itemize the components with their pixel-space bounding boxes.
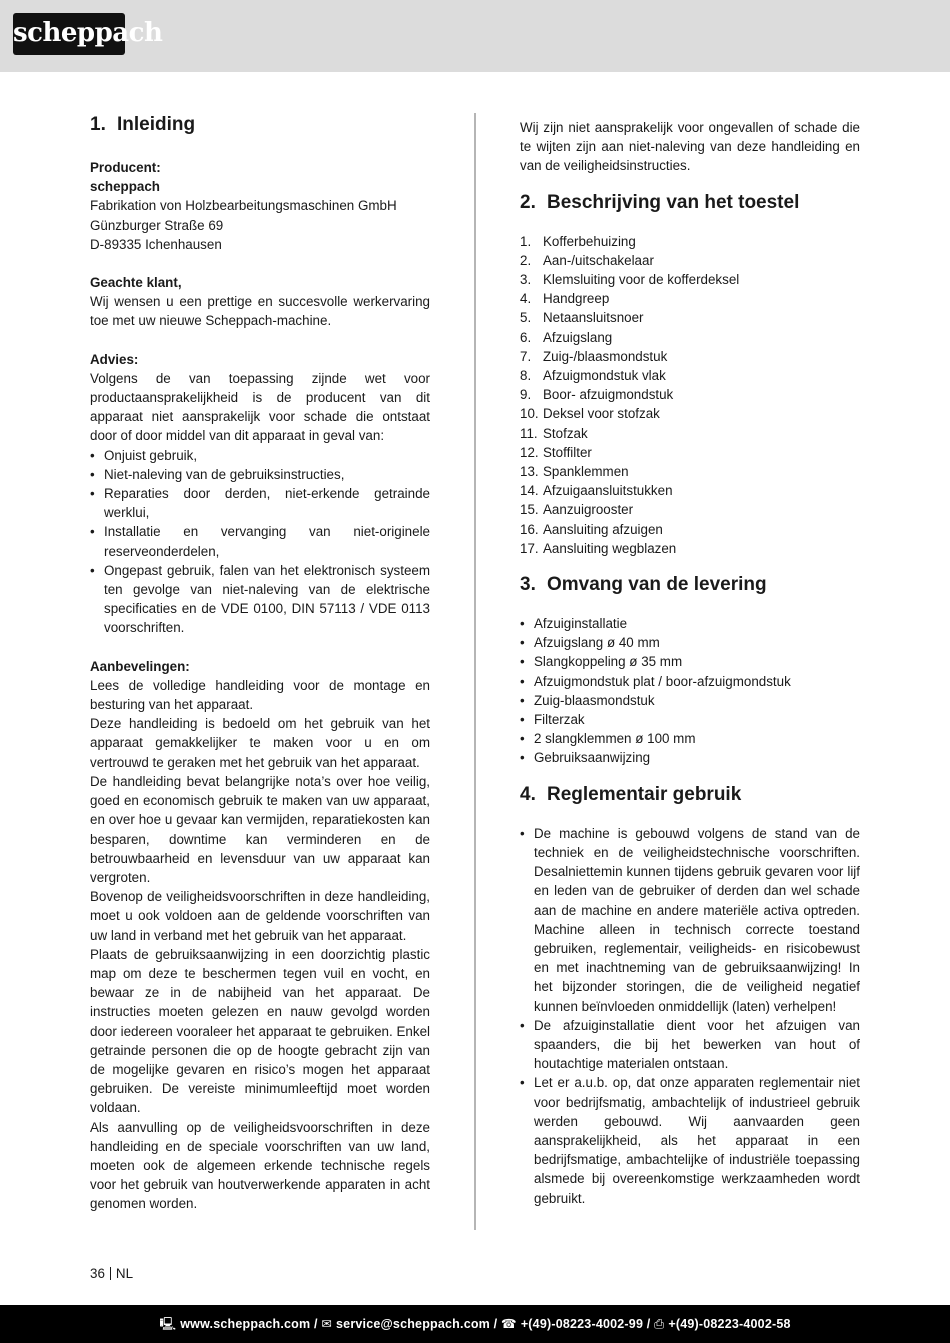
footer-phone: +(49)-08223-4002-99 / bbox=[520, 1317, 651, 1331]
list-item: 1. Kofferbehuizing bbox=[520, 233, 636, 249]
list-item: • Ongepast gebruik, falen van het elektronisch systeem ten gevolge van niet-naleving van de elektrische specificaties en de VDE 0100, DIN 57113 / VDE 0113 voorschriften. bbox=[90, 561, 430, 638]
right-column bbox=[520, 118, 860, 1208]
section-3-heading bbox=[520, 572, 860, 598]
computer-icon: 🖳 bbox=[159, 1317, 177, 1331]
section-2-heading bbox=[520, 190, 860, 216]
recommendation-paragraph: Deze handleiding is bedoeld om het gebruik van het apparaat gemakkelijker te maken voor u en om vertrouwd te geraken met het gebruik van het apparaat. bbox=[90, 716, 430, 770]
recommendation-paragraph: Als aanvulling op de veiligheidsvoorschriften in deze handleiding en de speciale voorschriften van uw land, moeten ook de algemeen erkende technische regels voor het gebruik van houtverwerkende apparaten in acht genomen worden. bbox=[90, 1119, 430, 1212]
list-item: 5. Netaansluitsnoer bbox=[520, 310, 644, 326]
left-column bbox=[90, 112, 430, 1214]
section-2-title: Beschrijving van het toestel bbox=[547, 191, 800, 213]
list-item: 15. Aanzuigrooster bbox=[520, 502, 634, 518]
footer-email: service@scheppach.com / bbox=[336, 1317, 498, 1331]
greeting-label: Geachte klant, bbox=[90, 275, 182, 291]
liability-intro: Wij zijn niet aansprakelijk voor ongevallen of schade die te wijten zijn aan niet-naleving van deze handleiding en van de veiligheidsinstructies. bbox=[520, 120, 860, 174]
phone-icon: ☎ bbox=[501, 1317, 517, 1331]
list-item: 13. Spanklemmen bbox=[520, 464, 629, 480]
recommendation-paragraph: De handleiding bevat belangrijke nota’s over hoe veilig, goed en economisch gebruik te maken van uw apparaat, en over hoe u gevaar kan vermijden, reparatiekosten kan besparen, downtime kan verminderen en de betrouwbaarheid en levensduur van uw apparaat kan vergroten. bbox=[90, 773, 430, 885]
page-language: NL bbox=[115, 1266, 134, 1281]
recommendation-paragraph: Bovenop de veiligheidsvoorschriften in deze handleiding, moet u ook voldoen aan de geldende voorschriften van uw land in verband met het gebruik van het apparaat. bbox=[90, 889, 430, 943]
page-separator bbox=[110, 1267, 111, 1280]
recommendations-label: Aanbevelingen: bbox=[90, 658, 190, 674]
section-4-heading bbox=[520, 782, 860, 808]
list-item: • Afzuigslang ø 40 mm bbox=[520, 633, 860, 652]
mail-icon: ✉ bbox=[321, 1317, 333, 1331]
list-item: 4. Handgreep bbox=[520, 291, 610, 307]
recommendation-paragraph: Lees de volledige handleiding voor de montage en besturing van het apparaat. bbox=[90, 677, 430, 713]
producer-block bbox=[90, 158, 430, 254]
advice-text: Volgens de van toepassing zijnde wet voor productaansprakelijkheid is de producent van dit apparaat niet aansprakelijk voor schade die ontstaat door of door middel van dit apparaat in geval van: bbox=[90, 370, 430, 444]
section-4-title: Reglementair gebruik bbox=[547, 783, 742, 805]
list-item: • 2 slangklemmen ø 100 mm bbox=[520, 729, 860, 748]
list-item: • Slangkoppeling ø 35 mm bbox=[520, 652, 860, 671]
list-item: 12. Stoffilter bbox=[520, 444, 592, 460]
producer-line: Fabrikation von Holzbearbeitungsmaschinen GmbH bbox=[90, 198, 397, 214]
section-2-number: 2. bbox=[520, 191, 536, 213]
list-item: 10. Deksel voor stofzak bbox=[520, 406, 660, 422]
list-item: • Onjuist gebruik, bbox=[90, 446, 430, 465]
advice-list bbox=[90, 446, 430, 638]
producer-line: D-89335 Ichenhausen bbox=[90, 236, 222, 252]
list-item: • Filterzak bbox=[520, 710, 860, 729]
list-item: 7. Zuig-/blaasmondstuk bbox=[520, 348, 668, 364]
section-1-number: 1. bbox=[90, 114, 106, 135]
list-item: • Installatie en vervanging van niet-originele reserveonderdelen, bbox=[90, 522, 430, 560]
fax-icon: ⎙ bbox=[654, 1317, 665, 1331]
usage-list bbox=[520, 824, 860, 1208]
producer-label: Producent: bbox=[90, 160, 161, 175]
section-3-number: 3. bbox=[520, 574, 536, 596]
greeting-block bbox=[90, 273, 430, 331]
list-item: 8. Afzuigmondstuk vlak bbox=[520, 368, 666, 384]
advice-block bbox=[90, 350, 430, 638]
parts-list bbox=[520, 232, 860, 558]
list-item: • Zuig-blaasmondstuk bbox=[520, 691, 860, 710]
list-item: 2. Aan-/uitschakelaar bbox=[520, 252, 654, 268]
greeting-text: Wij wensen u een prettige en succesvolle werkervaring toe met uw nieuwe Scheppach-machine. bbox=[90, 294, 430, 329]
header-band bbox=[0, 0, 950, 72]
list-item: 11. Stofzak bbox=[520, 425, 588, 441]
page-number-value: 36 bbox=[90, 1266, 105, 1281]
list-item: • Afzuigmondstuk plat / boor-afzuigmondstuk bbox=[520, 672, 860, 691]
producer-name: scheppach bbox=[90, 179, 160, 195]
list-item: • Gebruiksaanwijzing bbox=[520, 748, 860, 767]
list-item: 3. Klemsluiting voor de kofferdeksel bbox=[520, 272, 740, 288]
producer-line: Günzburger Straße 69 bbox=[90, 217, 224, 233]
recommendation-paragraph: Plaats de gebruiksaanwijzing in een doorzichtig plastic map om deze te beschermen tegen vuil en vocht, en bewaar ze in de nabijheid van het apparaat. De instructies moeten gelezen en nauw gevolgd worden door iedereen vooraleer het apparaat te gebruiken. Enkel getrainde personen die op de hoogte gebracht zijn van de mogelijke gevaren en risico’s mogen het apparaat gebruiken. De vereiste minimumleeftijd moet worden voldaan. bbox=[90, 946, 430, 1116]
scheppach-logo: scheppach bbox=[13, 13, 125, 55]
advice-label: Advies: bbox=[90, 351, 139, 367]
list-item: • De machine is gebouwd volgens de stand van de techniek en de veiligheidstechnische voorschriften. Desalniettemin kunnen tijdens gebruik gevaren voor lijf en leden van de gebruiker of derden dan wel schade aan de machine en andere materiële activa optreden. Machine alleen in technisch correcte toestand gebruiken, reglementair, veiligheids- en risicobewust en met inachtneming van de gebruiksaanwijzing! In het bijzonder storingen, die de veiligheid negatief kunnen beïnvloeden onmiddellijk (laten) verhelpen! bbox=[520, 824, 860, 1016]
list-item: • Let er a.u.b. op, dat onze apparaten reglementair niet voor bedrijfsmatig, ambachtelijk of industrieel gebruik werden gebouwd. Wij aanvaarden geen aansprakelijkheid, als het apparaat in een bedrijfsmatige, ambachtelijke of industriële toepassing alsmede bij overeenkomstige werkzaamheden wordt gebruikt. bbox=[520, 1073, 860, 1207]
footer-bar bbox=[0, 1305, 950, 1343]
list-item: 17. Aansluiting wegblazen bbox=[520, 540, 677, 556]
list-item: 16. Aansluiting afzuigen bbox=[520, 521, 663, 537]
section-4-number: 4. bbox=[520, 783, 536, 805]
recommendations-block bbox=[90, 657, 430, 1214]
page-number bbox=[90, 1264, 133, 1283]
section-1-title: Inleiding bbox=[117, 114, 196, 135]
list-item: • Afzuiginstallatie bbox=[520, 614, 860, 633]
list-item: • Niet-naleving van de gebruiksinstructies, bbox=[90, 465, 430, 484]
list-item: • De afzuiginstallatie dient voor het afzuigen van spaanders, die bij het bewerken van hout of houtachtige materialen ontstaan. bbox=[520, 1016, 860, 1074]
section-1-heading bbox=[90, 112, 430, 138]
list-item: 6. Afzuigslang bbox=[520, 329, 613, 345]
footer-website: www.scheppach.com / bbox=[180, 1317, 318, 1331]
column-divider bbox=[474, 113, 476, 1230]
list-item: • Reparaties door derden, niet-erkende getrainde werklui, bbox=[90, 484, 430, 522]
section-3-title: Omvang van de levering bbox=[547, 574, 767, 596]
delivery-list bbox=[520, 614, 860, 768]
list-item: 14. Afzuigaansluitstukken bbox=[520, 483, 673, 499]
footer-fax: +(49)-08223-4002-58 bbox=[668, 1317, 791, 1331]
list-item: 9. Boor- afzuigmondstuk bbox=[520, 387, 674, 403]
